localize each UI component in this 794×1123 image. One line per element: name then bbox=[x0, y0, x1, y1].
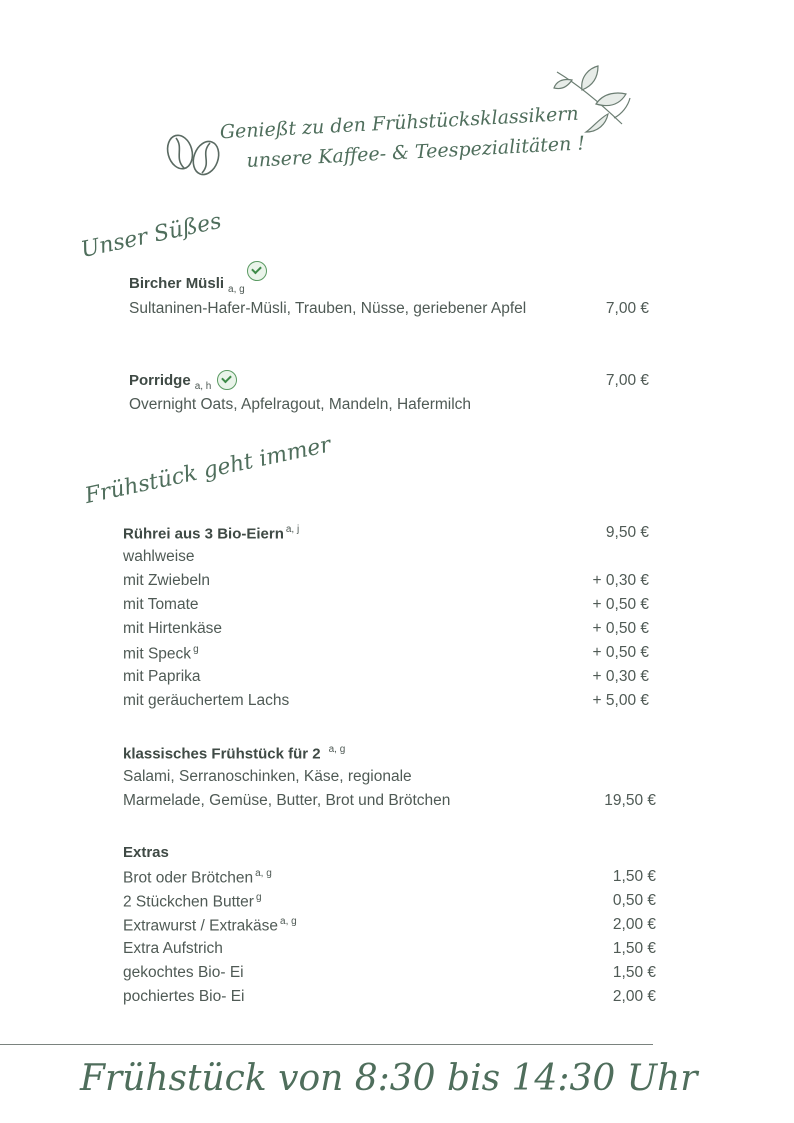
item-label: mit Zwiebeln bbox=[123, 572, 210, 589]
extras-title: Extras bbox=[123, 844, 169, 861]
allergen-codes: g bbox=[193, 644, 199, 655]
item-name: klassisches Frühstück für 2 bbox=[123, 745, 321, 763]
allergen-codes: a, g bbox=[280, 916, 297, 927]
item-price: 1,50 € bbox=[612, 964, 656, 981]
footer-divider bbox=[0, 1044, 653, 1045]
item-label: pochiertes Bio- Ei bbox=[123, 988, 245, 1005]
list-item bbox=[123, 644, 649, 668]
menu-item-ruehrei bbox=[123, 524, 649, 716]
item-price: + 0,50 € bbox=[592, 596, 649, 613]
menu-item-porridge bbox=[129, 372, 654, 413]
section-title-breakfast: Frühstück geht immer bbox=[82, 432, 333, 509]
list-item bbox=[123, 668, 649, 692]
extras-section bbox=[123, 844, 656, 1012]
item-price: 7,00 € bbox=[605, 372, 649, 389]
list-item bbox=[123, 940, 656, 964]
intro-line-1: Genießt zu den Frühstücksklassikern bbox=[219, 102, 580, 144]
list-item bbox=[123, 892, 656, 916]
item-price: + 0,50 € bbox=[592, 620, 649, 637]
allergen-codes: a, g bbox=[228, 284, 245, 296]
item-label: Extra Aufstrich bbox=[123, 940, 223, 957]
item-price: + 5,00 € bbox=[592, 692, 649, 709]
list-item bbox=[123, 572, 649, 596]
allergen-codes: a, h bbox=[194, 381, 212, 393]
item-price: + 0,30 € bbox=[592, 668, 649, 685]
item-name: Bircher Müsli bbox=[129, 275, 225, 292]
item-price: 0,50 € bbox=[612, 892, 656, 909]
allergen-codes: a, g bbox=[255, 868, 272, 879]
item-name: Rührei aus 3 Bio-Eiern bbox=[123, 525, 284, 543]
item-description: Sultaninen-Hafer-Müsli, Trauben, Nüsse, geriebener Apfel bbox=[129, 300, 527, 317]
list-item bbox=[123, 596, 649, 620]
item-name: Porridge bbox=[129, 372, 191, 389]
section-title-sweet: Unser Süßes bbox=[78, 208, 224, 263]
item-price: 2,00 € bbox=[612, 988, 656, 1005]
item-price: 1,50 € bbox=[612, 868, 656, 885]
item-price: 19,50 € bbox=[604, 792, 656, 809]
item-price: + 0,30 € bbox=[592, 572, 649, 589]
item-label: Extrawurst / Extrakäse bbox=[123, 917, 279, 935]
item-price: 1,50 € bbox=[612, 940, 656, 957]
list-item bbox=[123, 988, 656, 1012]
item-label: mit Paprika bbox=[123, 668, 201, 685]
item-label: mit Speck bbox=[123, 645, 192, 663]
item-label: mit Tomate bbox=[123, 596, 199, 613]
item-label: gekochtes Bio- Ei bbox=[123, 964, 244, 981]
list-item bbox=[123, 692, 649, 716]
item-label: Brot oder Brötchen bbox=[123, 869, 254, 887]
intro-text bbox=[199, 98, 602, 179]
extras-list bbox=[123, 868, 656, 1012]
item-price: 7,00 € bbox=[605, 300, 649, 317]
list-item bbox=[123, 868, 656, 892]
vegan-badge-icon bbox=[217, 370, 237, 390]
list-item bbox=[123, 964, 656, 988]
item-subtitle: wahlweise bbox=[123, 548, 195, 565]
item-price: + 0,50 € bbox=[592, 644, 649, 661]
item-description-line-2: Marmelade, Gemüse, Butter, Brot und Brötchen bbox=[123, 792, 451, 809]
vegan-badge-icon bbox=[247, 261, 267, 281]
list-item bbox=[123, 620, 649, 644]
menu-item-classic bbox=[123, 744, 656, 816]
item-description: Overnight Oats, Apfelragout, Mandeln, Hafermilch bbox=[129, 396, 472, 413]
item-price: 2,00 € bbox=[612, 916, 656, 933]
allergen-codes: a, j bbox=[285, 524, 300, 535]
item-description-line-1: Salami, Serranoschinken, Käse, regionale bbox=[123, 768, 412, 785]
menu-item-bircher bbox=[129, 275, 654, 317]
item-price: 9,50 € bbox=[605, 524, 649, 541]
item-label: 2 Stückchen Butter bbox=[123, 893, 254, 911]
allergen-codes: g bbox=[255, 892, 262, 903]
item-label: mit geräuchertem Lachs bbox=[123, 692, 290, 709]
allergen-codes: a, g bbox=[328, 744, 346, 755]
footer-hours: Frühstück von 8:30 bis 14:30 Uhr bbox=[80, 1058, 698, 1099]
list-item bbox=[123, 916, 656, 940]
intro-line-2: unsere Kaffee- & Teespezialitäten ! bbox=[245, 132, 586, 173]
options-list bbox=[123, 572, 649, 716]
item-label: mit Hirtenkäse bbox=[123, 620, 223, 637]
